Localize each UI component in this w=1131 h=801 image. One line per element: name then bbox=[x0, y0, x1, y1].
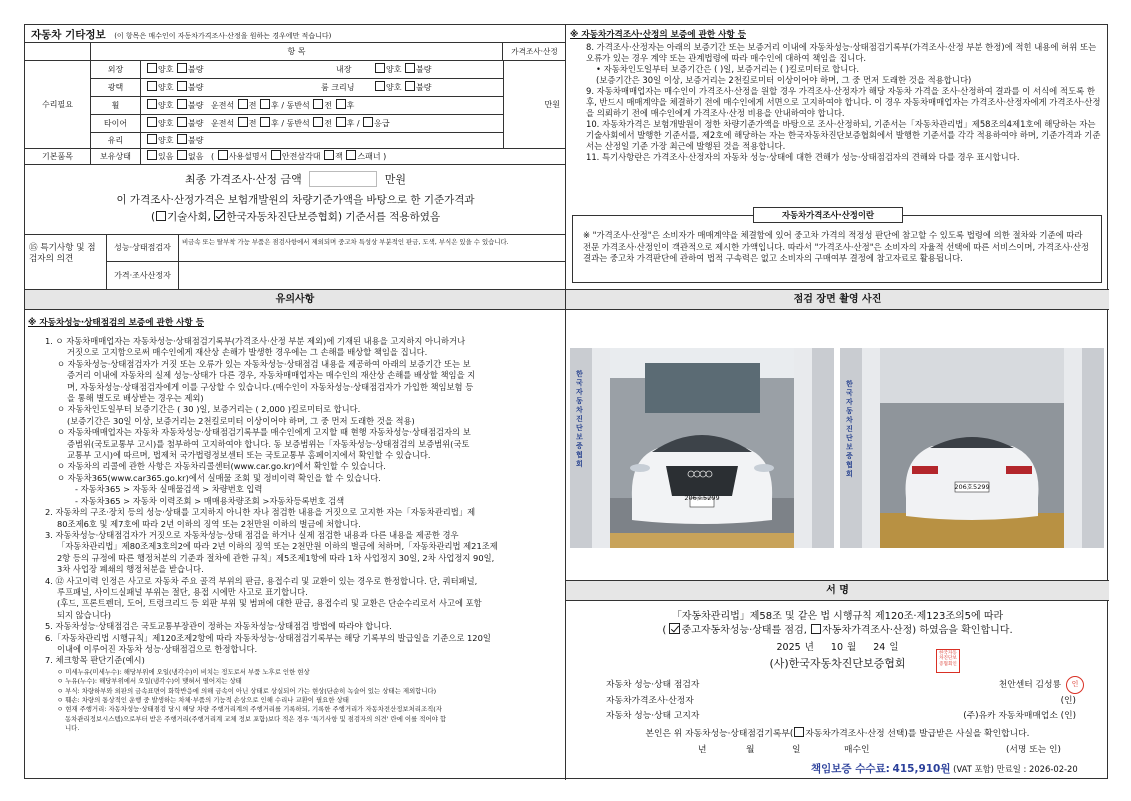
used-car-check-label: 중고자동차성능·상태를 점검, bbox=[681, 625, 807, 636]
signature-header: 서 명 bbox=[566, 581, 1109, 601]
final-price-unit: 만원 bbox=[384, 173, 406, 186]
row-wheel-label: 휠 bbox=[91, 97, 141, 115]
opinion-label: ⑮ 특기사항 및 점검자의 의견 bbox=[25, 235, 107, 290]
note-line: ㅇ 자동차365(www.car365.go.kr)에서 실매물 조회 및 정비이력 확인을 할 수 있습니다. bbox=[57, 472, 381, 483]
item-8-note: (보증기간은 30일 이상, 보증거리는 2천킬로미터 이상이어야 하며, 그 중 먼저 도래한 것을 적용합니다) bbox=[596, 75, 972, 85]
opt-yes-label: 있음 bbox=[158, 152, 174, 161]
wheel-good-checkbox[interactable] bbox=[147, 99, 157, 109]
spanner-checkbox[interactable] bbox=[346, 150, 356, 160]
extra-info-header bbox=[25, 25, 566, 43]
pos-front-label: 전 bbox=[248, 119, 257, 128]
note-line: 6.「자동차관리법 시행규칙」제120조제2항에 따라 자동차성능·상태점검기록부는 해당 기록부의 발급일을 기준으로 120일 bbox=[45, 632, 491, 643]
standard-line-2 bbox=[25, 209, 566, 224]
price-definition-text: ※ "가격조사·산정"은 소비자가 매매계약을 체결함에 있어 중고차 가격의 적정성 판단에 참고할 수 있도록 법령에 의한 절차와 기준에 따라 전문 가격조사·산정인이 객관적으로 제시한 가액입니다. 따라서 "가격조사·산정"은 소비자의 자율적 선택에 따른 서비스이며, 가격조사·산정 결과는 중고차 가격판단에 관하여 법적 구속력은 없고 소비자의 구매여부 결정에 참고자료로 활용됩니다. bbox=[583, 230, 1090, 263]
triangle-checkbox[interactable] bbox=[271, 150, 281, 160]
criteria-item: ㅇ 훼손: 차량의 통상적인 운행 중 발생하는 차체·부품의 기능적 손상으로 인해 수리나 교환이 필요한 상태 bbox=[57, 696, 349, 704]
col-price-header: 가격조사·산정 bbox=[503, 43, 566, 61]
note-line: 2항 등의 규정에 따른 행정처분의 기준과 절차에 관한 규칙」제5조제1항에 따라 1차 사업정지 30일, 2차 사업정지 90일, bbox=[57, 552, 495, 563]
buyer-day-label: 일 bbox=[792, 745, 801, 755]
final-price-input[interactable] bbox=[309, 171, 377, 187]
item-8-period: • 자동차인도일부터 보증기간은 ( )일, 보증거리는 ( )킬로미터로 합니다. bbox=[596, 64, 860, 74]
tire-good-checkbox[interactable] bbox=[147, 117, 157, 127]
photos-header: 점검 장면 촬영 사진 bbox=[566, 290, 1109, 310]
rear-booth-text: 한국자동차진단보증협회 bbox=[846, 380, 853, 478]
note-line: 증거리 이내에 자동차의 실제 성능·상태가 다른 경우, 자동차매매업자는 매수인의 재산상 손해를 배상할 책임을 지 bbox=[67, 370, 476, 381]
sign-year: 2025 bbox=[776, 642, 801, 653]
item-9: 9. 자동차매매업자는 매수인이 가격조사·산정을 원할 경우 가격조사·산정자가 해당 자동차 가격을 조사·산정하여 결과를 이 서식에 적도록 한 후, 반드시 매매계약을 체결하기 전에 매수인에게 서면으로 고지하여야 합니다. 이 경우 자동차매매업자는 가격조사·산정자에게 가격조사·산정을 의뢰하기 전에 매수인에게 가격조사·산정 비용을 안내하여야 합니다. bbox=[586, 86, 1101, 118]
sign-rows bbox=[606, 678, 1079, 725]
fee-label: 책임보증 수수료: bbox=[811, 763, 890, 775]
note-line: - 자동차365 > 자동차 실매물검색 > 차량번호 입력 bbox=[75, 484, 263, 495]
standard-line: 이 가격조사·산정가격은 보험개발원의 차량기준가액을 바탕으로 한 기준가격과 bbox=[116, 194, 475, 206]
polish-bad-checkbox[interactable] bbox=[177, 81, 187, 91]
expiry-date: 만료일 : 2026-02-20 bbox=[996, 764, 1078, 774]
vehicle-extra-info-section bbox=[25, 25, 566, 290]
section-title: 자동차 기타정보 bbox=[31, 29, 106, 41]
opt-good-label: 양호 bbox=[158, 83, 174, 92]
row-tire-label: 타이어 bbox=[91, 115, 141, 133]
rear-photo-image bbox=[840, 348, 1104, 548]
org-seal: 한국자동차진단보증협회인 bbox=[936, 649, 960, 673]
note-line: 7. 체크항목 판단기준(예시) bbox=[45, 655, 145, 666]
paren-open: ( bbox=[662, 625, 667, 636]
basic-items-label: 기본품목 bbox=[25, 149, 91, 165]
opt-bad-label: 불량 bbox=[188, 65, 204, 74]
note-line: ㅇ 자동차매매업자는 자동차 자동차성능·상태점검기록부를 매수인에게 고지할 때 현행 자동차성능·상태점검자의 보 bbox=[57, 427, 471, 438]
note-line: 거짓으로 고지함으로써 매수인에게 재산상 손해가 발생한 경우에는 그 손해를 배상할 책임을 집니다. bbox=[67, 347, 428, 358]
rear-inspection-photo bbox=[840, 348, 1104, 548]
opt-good-label: 양호 bbox=[158, 65, 174, 74]
row-room-clean-label: 룸 크리닝 bbox=[321, 83, 355, 92]
note-line: (보증기간은 30일 이상, 보증거리는 2천킬로미터 이상이어야 하며, 그 중 먼저 도래한 것을 적용) bbox=[67, 415, 415, 426]
final-price-block bbox=[25, 165, 566, 235]
note-line: 3. 자동차성능·상태점검자가 거짓으로 자동차성능·상태 점검을 하거나 실제 점검한 내용과 다른 내용을 제공한 경우 bbox=[45, 529, 459, 540]
row-polish bbox=[141, 79, 503, 97]
interior-bad-checkbox[interactable] bbox=[405, 63, 415, 73]
document-sheet bbox=[24, 24, 1108, 779]
manual-label: 사용설명서 bbox=[228, 152, 268, 161]
spanner-label: 스패너 bbox=[357, 152, 381, 161]
sign-row-label: 자동차가격조사·산정자 bbox=[606, 695, 694, 706]
sign-row-value: 천안센터 김성룡 bbox=[998, 680, 1061, 690]
criteria-item: ㅇ 미세누유(미세누수): 해당부위에 오일(냉각수)이 비치는 정도로서 부품 노후로 인한 현상 bbox=[57, 667, 310, 676]
price-inspector-opinion bbox=[179, 262, 566, 290]
item-10: 10. 자동차가격은 보험개발원이 정한 차량기준가액을 바탕으로 조사·산정하되, 기준서는「자동차관리법」제58조의4제1호에 해당하는 자는 기술사회에서 발행한 기준서를, 제2호에 해당하는 자는 한국자동차진단보증협회에서 발행한 기준서를 각각 적용하여야 하며, 기준가격과 기준서는 산정일 기준 가장 최근에 발행된 것을 적용합니다. bbox=[586, 119, 1101, 151]
price-definition-box bbox=[572, 210, 1102, 283]
opt-good-label: 양호 bbox=[386, 83, 402, 92]
tire-driver-front-checkbox[interactable] bbox=[238, 117, 248, 127]
pos-front-label: 전 bbox=[324, 119, 333, 128]
note-line: 며, 자동차성능·상태점검자에게 이를 구상할 수 있습니다.(매수인이 자동차성능·상태점검자가 가입한 책임보험 등 bbox=[67, 381, 474, 392]
tire-passenger-rear-checkbox[interactable] bbox=[336, 117, 346, 127]
sign-row-inspector bbox=[606, 678, 1079, 694]
basic-no-checkbox[interactable] bbox=[177, 150, 187, 160]
basic-yes-checkbox[interactable] bbox=[147, 150, 157, 160]
issue-pre: 본인은 위 자동차성능·상태점검기록부( bbox=[645, 729, 794, 739]
row-exterior-label: 외장 bbox=[91, 61, 141, 79]
paren-open: ( bbox=[150, 211, 156, 223]
criteria-item: ㅇ 현재 주행거리: 자동차성능·상태점검 당시 해당 차량 주행거리계의 주행거리를 기록하되, 기록한 주행거리가 자동차전산정보처리조직(자 bbox=[57, 705, 442, 714]
sign-month: 10 bbox=[830, 642, 843, 653]
note-line: 1. ㅇ 자동차매매업자는 자동차성능·상태점검기록부(가격조사·산정 부분 제외)에 기재된 내용을 고지하지 아니하거나 bbox=[45, 336, 466, 346]
criteria-item: 니다. bbox=[65, 724, 80, 733]
criteria-list bbox=[45, 668, 561, 734]
issue-line bbox=[566, 726, 1109, 739]
month-label: 월 bbox=[847, 642, 857, 653]
perf-inspector-label: 성능·상태점검자 bbox=[107, 235, 179, 262]
day-label: 일 bbox=[889, 642, 899, 653]
opt-bad-label: 불량 bbox=[416, 83, 432, 92]
item-8: 8. 가격조사·산정자는 아래의 보증기간 또는 보증거리 이내에 자동차성능·상태점검기록부(가격조사·산정 부분 한정)에 적힌 내용에 허위 또는 오류가 있는 경우 계약 또는 관계법령에 따라 매수인에 대하여 책임을 집니다. bbox=[586, 42, 1097, 63]
law-line: 「자동차관리법」제58조 및 같은 법 시행규칙 제120조·제123조의5에 따라 bbox=[671, 611, 1004, 622]
exterior-bad-checkbox[interactable] bbox=[177, 63, 187, 73]
criteria-item: ㅇ 부식: 차량하부와 외판의 금속표면이 화학반응에 의해 금속이 아닌 상태로 상실되어 가는 현상(단순히 녹슬어 있는 상태는 제외합니다) bbox=[57, 686, 437, 695]
note-line: 「자동차관리법」제80조제3호의2에 따라 2년 이하의 징역 또는 2천만원 이하의 벌금에 처하며,「자동차관리법 제21조제 bbox=[57, 541, 498, 552]
opt-good-label: 양호 bbox=[386, 65, 402, 74]
item-11: 11. 특기사항란은 가격조사·산정자의 자동차 성능·상태에 대한 견해가 성능·상태점검자의 견해와 다를 경우 표시합니다. bbox=[586, 152, 1020, 162]
price-definition-title: 자동차가격조사·산정이란 bbox=[753, 207, 903, 223]
pos-rear-passenger-label: 후 / 동반석 bbox=[271, 119, 310, 128]
pos-driver-label: 운전석 bbox=[211, 101, 235, 110]
section-note: (이 항목은 매수인이 자동차가격조사·산정을 원하는 경우에만 적습니다) bbox=[114, 32, 332, 40]
note-line: 증범위(국토교통부 고시)를 첨부하여 고지하여야 합니다. 동 보증범위는「자동차성능·상태점검의 보증범위(국토 bbox=[67, 438, 470, 449]
price-check-checkbox[interactable] bbox=[811, 624, 821, 634]
row-glass-label: 유리 bbox=[91, 133, 141, 149]
issue-post: 자동차가격조사·산정 선택)를 발급받은 사실을 확인합니다. bbox=[805, 729, 1030, 739]
criteria-item: 동차관리정보시스템)으로부터 받은 주행거리(주행거리계 교체 정보 포함)보다 적은 경우 '특기사항 및 점검자의 의견' 란에 이를 적어야 합 bbox=[65, 714, 446, 723]
note-line: 이내에 이루어진 자동차 성능·상태점검으로 한정합니다. bbox=[57, 643, 258, 654]
vat-label: (VAT 포함) bbox=[953, 764, 994, 774]
tech-society-label: 기술사회, bbox=[167, 211, 212, 223]
price-guarantee-title: ※ 자동차가격조사·산정의 보증에 관한 사항 등 bbox=[570, 30, 747, 40]
tire-emergency-checkbox[interactable] bbox=[363, 117, 373, 127]
room-clean-good-checkbox[interactable] bbox=[375, 81, 385, 91]
jack-checkbox[interactable] bbox=[324, 150, 334, 160]
col-item-header: 항 목 bbox=[91, 43, 503, 61]
pos-rear-label: 후 bbox=[346, 101, 355, 110]
pos-emergency-label: 응급 bbox=[374, 119, 390, 128]
sign-org: (사)한국자동차진단보증협회 bbox=[769, 657, 906, 670]
glass-good-checkbox[interactable] bbox=[147, 134, 157, 144]
note-line: 80조제6호 및 제7호에 따라 2년 이하의 징역 또는 2천만원 이하의 벌금에 처합니다. bbox=[57, 518, 361, 529]
basic-items-row bbox=[141, 149, 566, 165]
note-line: ㅇ 자동차의 리콜에 관한 사항은 자동차리콜센터(www.car.go.kr)에서 확인할 수 있습니다. bbox=[57, 461, 386, 472]
repair-label: 수리필요 bbox=[25, 61, 91, 149]
front-photo-image bbox=[570, 348, 834, 548]
perf-inspector-opinion: 비금속 또는 탈부착 가능 부품은 점검사항에서 제외되며 중고차 특성상 부분적인 판금, 도색, 부식은 있을 수 있습니다. bbox=[179, 235, 566, 262]
final-price-row bbox=[25, 171, 566, 187]
tech-society-checkbox[interactable] bbox=[156, 211, 166, 221]
pos-driver-label: 운전석 bbox=[211, 119, 235, 128]
buyer-month-label: 월 bbox=[746, 745, 755, 755]
opt-good-label: 양호 bbox=[158, 136, 174, 145]
fee-line bbox=[811, 761, 1106, 776]
row-tire bbox=[141, 115, 503, 133]
buyer-sign-label: (서명 또는 인) bbox=[1006, 745, 1061, 755]
note-line: (후드, 프론트펜더, 도어, 트렁크리드 등 외판 부위 및 범퍼에 대한 판금, 용접수리 및 교환은 단순수리로서 사고에 포함 bbox=[57, 598, 482, 609]
pos-front-label: 전 bbox=[248, 101, 257, 110]
glass-bad-checkbox[interactable] bbox=[177, 134, 187, 144]
inspector-stamp: 인 bbox=[1066, 676, 1084, 694]
sign-row-label: 자동차 성능·상태 점검자 bbox=[606, 680, 700, 690]
sign-day: 24 bbox=[873, 642, 886, 653]
sign-row-price bbox=[606, 694, 1076, 710]
row-wheel bbox=[141, 97, 503, 115]
triangle-label: 안전삼각대 bbox=[281, 152, 321, 161]
opt-bad-label: 불량 bbox=[416, 65, 432, 74]
notes-body bbox=[45, 336, 561, 734]
year-label: 년 bbox=[804, 642, 814, 653]
exterior-good-checkbox[interactable] bbox=[147, 63, 157, 73]
used-car-check-checkbox[interactable] bbox=[669, 623, 680, 634]
sign-row-label: 자동차 성능·상태 고지자 bbox=[606, 711, 700, 721]
note-line: 5. 자동차성능·상태점검은 국토교통부장관이 정하는 자동차성능·상태점검 방법에 따라야 합니다. bbox=[45, 621, 392, 632]
row-glass bbox=[141, 133, 503, 149]
buyer-label: 매수인 bbox=[844, 745, 870, 755]
room-clean-bad-checkbox[interactable] bbox=[405, 81, 415, 91]
price-check-label: 자동차가격조사·산정) 하였음을 확인합니다. bbox=[822, 625, 1013, 636]
front-inspection-photo bbox=[570, 348, 834, 548]
opt-bad-label: 불량 bbox=[188, 83, 204, 92]
note-line: - 자동차365 > 자동차 이력조회 > 매매용차량조회 >자동차등록번호 검색 bbox=[75, 495, 345, 506]
note-line: 교통부 고시)에 따르며, 법제처 국가법령정보센터 또는 국토교통부 홈페이지에서 확인할 수 있습니다. bbox=[67, 450, 431, 461]
note-line: 되지 않습니다) bbox=[57, 609, 111, 620]
note-line: 3차 사업장 폐쇄의 행정처분을 받습니다. bbox=[57, 564, 204, 575]
pos-rear-passenger-label: 후 / 동반석 bbox=[271, 101, 310, 110]
tire-bad-checkbox[interactable] bbox=[177, 117, 187, 127]
wheel-driver-rear-checkbox[interactable] bbox=[260, 99, 270, 109]
price-inspector-label: 가격·조사산정자 bbox=[107, 262, 179, 290]
wheel-passenger-rear-checkbox[interactable] bbox=[336, 99, 346, 109]
sign-row-value: (주)유카 자동차매매업소 (인) bbox=[963, 711, 1076, 721]
opt-no-label: 없음 bbox=[188, 152, 204, 161]
interior-good-checkbox[interactable] bbox=[375, 63, 385, 73]
kaii-checkbox[interactable] bbox=[214, 210, 225, 221]
price-guarantee-section bbox=[566, 25, 1109, 290]
price-guarantee-items bbox=[570, 42, 1105, 163]
standard-line-post: ) 기준서를 적용하였음 bbox=[337, 211, 440, 223]
note-line: 4. ⑫ 사고이력 인정은 사고로 자동차 주요 골격 부위의 판금, 용접수리 및 교환이 있는 경우로 한정합니다. 단, 쿼터패널, bbox=[45, 575, 478, 586]
wheel-driver-front-checkbox[interactable] bbox=[238, 99, 248, 109]
row-exterior bbox=[141, 61, 503, 79]
opt-bad-label: 불량 bbox=[188, 101, 204, 110]
wheel-bad-checkbox[interactable] bbox=[177, 99, 187, 109]
kaii-label: 한국자동차진단보증협회 bbox=[226, 211, 338, 223]
note-line: ㅇ 자동차성능·상태점검자가 거짓 또는 오류가 있는 자동차성능·상태점검 내용을 제공하여 아래의 보증기간 또는 보 bbox=[57, 358, 471, 369]
note-line: 을 통해 별도로 배상받는 경우는 제외) bbox=[67, 393, 204, 404]
sign-row-notifier bbox=[606, 709, 1076, 725]
sign-row-value: (인) bbox=[1060, 695, 1076, 706]
issue-price-checkbox[interactable] bbox=[794, 727, 804, 737]
open-paren: ( bbox=[211, 152, 215, 161]
close-paren: ) bbox=[383, 152, 387, 161]
rear-plate: 206호5299 bbox=[954, 483, 990, 491]
notes-header: 유의사항 bbox=[25, 290, 565, 310]
signature-section bbox=[566, 580, 1109, 780]
repair-price-unit: 만원 bbox=[503, 61, 566, 149]
manual-checkbox[interactable] bbox=[218, 150, 228, 160]
sign-date bbox=[566, 639, 1109, 653]
notes-title: ※ 자동차성능·상태점검의 보증에 관한 사항 등 bbox=[28, 318, 205, 328]
buyer-line bbox=[566, 742, 1109, 756]
row-interior-label: 내장 bbox=[336, 65, 352, 74]
tire-passenger-front-checkbox[interactable] bbox=[313, 117, 323, 127]
wheel-passenger-front-checkbox[interactable] bbox=[313, 99, 323, 109]
fee-value: 415,910원 bbox=[892, 763, 951, 775]
front-booth-text: 한국자동차진단보증협회 bbox=[576, 370, 583, 468]
pos-front-label: 전 bbox=[324, 101, 333, 110]
confirm-line bbox=[566, 621, 1109, 636]
buyer-year-label: 년 bbox=[698, 745, 707, 755]
note-line: ㅇ 자동차인도일부터 보증기간은 ( 30 )일, 보증거리는 ( 2,000 )킬로미터로 합니다. bbox=[57, 404, 361, 415]
front-plate: 206호5299 bbox=[684, 494, 720, 502]
row-polish-label: 광택 bbox=[91, 79, 141, 97]
criteria-item: ㅇ 누유(누수): 해당부위에서 오일(냉각수)이 맺혀서 떨어지는 상태 bbox=[57, 677, 242, 686]
jack-label: 잭 bbox=[335, 152, 343, 161]
final-price-label: 최종 가격조사·산정 금액 bbox=[184, 173, 302, 186]
pos-rear-slash-label: 후 / bbox=[346, 119, 360, 128]
note-line: 루프패널, 사이드실패널 부위는 절단, 용접 시에만 사고로 표기합니다. bbox=[57, 586, 308, 597]
note-line: 2. 자동차의 구조·장치 등의 성능·상태를 고지하지 아니한 자나 점검한 내용을 거짓으로 고지한 자는「자동차관리법」제 bbox=[45, 507, 476, 518]
opt-bad-label: 불량 bbox=[188, 119, 204, 128]
header-blank bbox=[25, 43, 91, 61]
notes-section bbox=[25, 290, 566, 780]
opt-good-label: 양호 bbox=[158, 119, 174, 128]
polish-good-checkbox[interactable] bbox=[147, 81, 157, 91]
photos-section bbox=[566, 290, 1109, 580]
opt-bad-label: 불량 bbox=[188, 136, 204, 145]
opt-good-label: 양호 bbox=[158, 101, 174, 110]
tire-driver-rear-checkbox[interactable] bbox=[260, 117, 270, 127]
hold-status-label: 보유상태 bbox=[91, 149, 141, 165]
